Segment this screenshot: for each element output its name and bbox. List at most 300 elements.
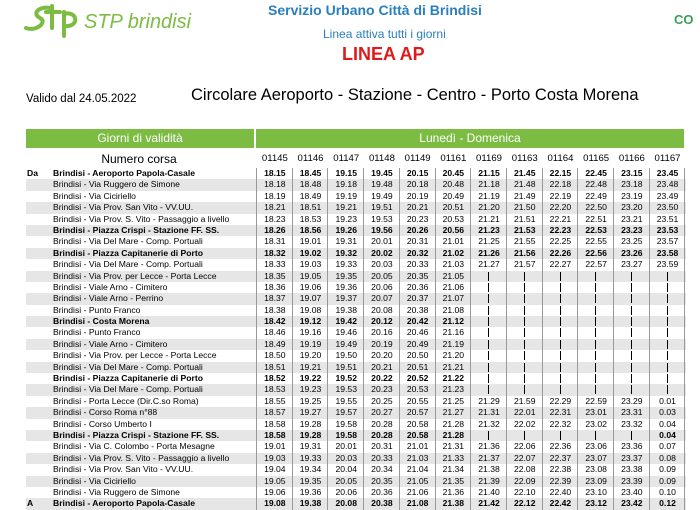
time-cell: 21.20 [442,350,465,361]
time-cell: 18.51 [264,361,286,372]
time-cell: 21.27 [478,259,500,270]
route-title: Circolare Aeroporto - Stazione - Centro - Porto Costa Morena [191,86,639,104]
time-cell: 20.05 [371,270,393,281]
time-cell: 19.03 [264,452,286,463]
time-cell: 20.03 [371,259,393,270]
table-row [26,464,686,475]
time-cell: 23.57 [656,236,679,247]
time-cell: 20.33 [371,452,393,463]
line-name: LINEA AP [342,44,425,64]
time-cell: 23.29 [621,395,643,406]
service-title: Servizio Urbano Città di Brindisi [268,2,482,18]
time-cell: 19.07 [299,293,322,304]
time-cell: 20.32 [406,247,429,258]
time-cell: 22.37 [549,452,572,463]
time-cell: 21.05 [406,475,429,486]
time-cell: 22.45 [585,168,607,178]
time-cell: 20.37 [406,293,429,304]
time-cell: 18.32 [264,247,286,258]
time-cell: 22.23 [549,224,572,235]
table-row [26,259,686,270]
time-cell: 19.38 [299,498,322,509]
column-divider [506,168,507,510]
time-cell: 21.53 [513,224,536,235]
time-cell: 19.28 [299,418,322,429]
table-row [26,282,686,293]
time-cell: 21.20 [478,202,500,213]
time-cell: 18.57 [264,407,286,418]
time-cell: 20.23 [406,213,429,224]
table-row [26,419,686,430]
time-cell: 23.26 [621,247,643,258]
run-number: 01145 [261,153,288,164]
run-number: 01147 [333,153,360,164]
time-cell: 19.19 [299,338,322,349]
time-cell: 19.23 [335,213,357,224]
time-cell: 19.19 [335,190,357,201]
time-cell: 18.37 [264,293,286,304]
run-number: 01167 [654,153,681,164]
time-cell: 22.53 [585,224,607,235]
table-row [26,476,686,487]
time-cell: 21.23 [442,384,465,395]
time-cell: 23.42 [621,498,643,509]
time-cell: 19.08 [264,498,286,509]
time-cell: 22.55 [585,236,607,247]
table-row [26,271,686,282]
time-cell: 19.21 [335,202,357,213]
time-cell: 20.38 [406,304,429,315]
time-cell: 22.38 [549,464,572,475]
time-cell: 21.49 [513,190,536,201]
time-cell: 19.01 [299,236,322,247]
time-cell: 18.58 [264,418,286,429]
column-divider [470,168,471,510]
time-cell: 20.21 [371,361,393,372]
time-cell: 21.08 [406,498,429,509]
column-divider [542,168,543,510]
time-cell: 18.23 [264,213,286,224]
column-divider [256,168,257,510]
time-cell: 21.48 [513,179,536,190]
time-cell: 19.53 [335,384,357,395]
time-cell: 19.36 [335,281,357,292]
time-cell: 20.28 [371,418,393,429]
time-cell: 0.10 [659,486,676,497]
time-cell: 23.50 [656,202,679,213]
table-row [26,373,686,384]
time-cell: 19.48 [371,179,393,190]
time-cell: 0.07 [659,441,676,452]
table-row [26,225,686,236]
time-cell: 22.49 [585,190,607,201]
time-cell: 23.19 [621,190,643,201]
time-cell: 21.29 [478,395,500,406]
validity-days-header: Giorni di validità [26,129,254,148]
time-cell: 21.01 [406,441,429,452]
time-cell: 20.52 [406,373,429,384]
time-cell: 0.09 [659,464,676,475]
time-cell: 18.49 [264,338,286,349]
time-cell: 22.39 [549,475,572,486]
time-cell: 21.37 [478,452,500,463]
time-cell: 21.19 [442,338,465,349]
time-cell: 23.18 [621,179,643,190]
stop-name: Brindisi - Costa Morena [53,316,150,327]
time-cell: 20.36 [406,281,429,292]
time-cell: 23.01 [585,407,607,418]
time-cell: 0.09 [659,475,676,486]
time-cell: 20.35 [406,270,429,281]
stop-name: Brindisi - Corso Roma n°88 [53,407,158,418]
time-cell: 21.35 [442,475,465,486]
days-range-header: Lunedì - Domenica [256,129,684,148]
time-cell: 20.15 [406,168,429,178]
stop-name: Brindisi - Corso Umberto I [53,418,152,429]
time-cell: 20.57 [406,407,429,418]
time-cell: 19.18 [335,179,357,190]
time-cell: 21.03 [406,452,429,463]
table-row [26,396,686,407]
time-cell: 20.38 [371,498,393,509]
time-cell: 20.49 [406,338,429,349]
stop-name: Brindisi - Viale Arno - Perrino [53,293,164,304]
column-divider [292,168,293,510]
time-cell: 0.08 [659,452,676,463]
time-cell: 19.20 [299,350,322,361]
table-row [26,350,686,361]
run-number: 01161 [440,153,467,164]
time-cell: 19.21 [299,361,322,372]
time-cell: 18.26 [264,224,286,235]
time-cell: 19.06 [299,281,322,292]
time-cell: 19.31 [335,236,357,247]
stop-name: Brindisi - Aeroporto Papola-Casale [53,168,195,178]
time-cell: 20.28 [371,429,393,440]
time-cell: 22.31 [549,407,572,418]
time-cell: 20.31 [406,236,429,247]
time-cell: 21.38 [442,498,465,509]
time-cell: 21.51 [513,213,536,224]
time-cell: 21.55 [513,236,536,247]
run-number: 01166 [618,153,645,164]
stop-name: Brindisi - Via C. Colombo - Porta Mesagne [53,441,215,452]
stop-name: Brindisi - Via Ruggero de Simone [53,486,180,497]
time-cell: 22.07 [513,452,536,463]
stop-name: Brindisi - Via Ciciriello [53,475,136,486]
run-number: 01149 [404,153,431,164]
timetable [26,168,686,510]
time-cell: 20.42 [406,316,429,327]
time-cell: 22.12 [513,498,536,509]
time-cell: 19.26 [335,224,357,235]
time-cell: 19.49 [335,338,357,349]
time-cell: 19.33 [299,452,322,463]
time-cell: 21.05 [442,270,465,281]
column-divider [649,168,650,510]
time-cell: 21.08 [442,304,465,315]
time-cell: 19.58 [335,418,357,429]
time-cell: 19.05 [264,475,286,486]
time-cell: 19.23 [299,384,322,395]
time-cell: 20.49 [442,190,465,201]
time-cell: 21.06 [406,486,429,497]
time-cell: 22.20 [549,202,572,213]
time-cell: 21.23 [478,224,500,235]
time-cell: 21.56 [513,247,536,258]
time-cell: 21.22 [442,373,465,384]
time-cell: 19.27 [299,407,322,418]
time-cell: 19.28 [299,429,322,440]
time-cell: 19.51 [335,361,357,372]
stop-name: Brindisi - Piazza Crispi - Stazione FF. SS. [53,224,220,235]
time-cell: 22.01 [513,407,536,418]
time-cell: 21.25 [442,395,465,406]
time-cell: 18.58 [264,429,286,440]
time-cell: 20.51 [442,202,465,213]
time-cell: 20.50 [406,350,429,361]
time-cell: 19.33 [335,259,357,270]
time-cell: 22.06 [513,441,536,452]
stop-name: Brindisi - Piazza Capitanerie di Porto [53,247,203,258]
time-cell: 20.06 [371,281,393,292]
time-cell: 19.37 [335,293,357,304]
time-cell: 18.55 [264,395,286,406]
time-cell: 21.26 [478,247,500,258]
time-cell: 21.38 [478,464,500,475]
run-number-label: Numero corsa [101,152,177,166]
stop-name: Brindisi - Via Ruggero de Simone [53,179,180,190]
stop-name: Brindisi - Punto Franco [53,327,141,338]
time-cell: 23.59 [656,259,679,270]
time-cell: 18.53 [264,384,286,395]
time-cell: 19.01 [264,441,286,452]
time-cell: 19.16 [299,327,322,338]
time-cell: 19.08 [299,304,322,315]
table-row [26,407,686,418]
table-row [26,293,686,304]
time-cell: 23.25 [621,236,643,247]
time-cell: 21.15 [478,168,500,178]
time-cell: 23.49 [656,190,679,201]
time-cell: 20.53 [406,384,429,395]
table-row [26,191,686,202]
stop-name: Brindisi - Via Ciciriello [53,190,136,201]
time-cell: 22.15 [549,168,572,178]
time-cell: 20.27 [371,407,393,418]
time-cell: 21.04 [406,464,429,475]
time-cell: 22.51 [585,213,607,224]
column-divider [684,168,685,510]
time-cell: 20.35 [371,475,393,486]
time-cell: 21.06 [442,281,465,292]
time-cell: 20.26 [406,224,429,235]
stop-name: Brindisi - Aeroporto Papola-Casale [53,498,195,509]
time-cell: 21.12 [442,316,465,327]
time-cell: 21.59 [513,395,536,406]
time-cell: 20.33 [406,259,429,270]
time-cell: 21.31 [478,407,500,418]
time-cell: 23.15 [621,168,643,178]
time-cell: 21.16 [442,327,465,338]
time-cell: 21.42 [478,498,500,509]
time-cell: 19.36 [299,486,322,497]
time-cell: 20.58 [406,429,429,440]
time-cell: 18.35 [264,270,286,281]
column-divider [613,168,614,510]
time-cell: 18.45 [299,168,322,178]
time-cell: 20.01 [335,441,357,452]
time-cell: 23.02 [585,418,607,429]
stop-name: Brindisi - Viale Arno - Cimitero [53,281,168,292]
time-cell: 19.46 [335,327,357,338]
time-cell: 23.06 [585,441,607,452]
active-days-note: Linea attiva tutti i giorni [323,27,446,41]
time-cell: 20.05 [335,475,357,486]
time-cell: 22.36 [549,441,572,452]
time-cell: 22.18 [549,179,572,190]
time-cell: 21.45 [513,168,536,178]
table-row [26,362,686,373]
time-cell: 22.09 [513,475,536,486]
time-cell: 20.08 [371,304,393,315]
time-cell: 19.51 [371,202,393,213]
time-cell: 23.31 [621,407,643,418]
time-cell: 18.38 [264,304,286,315]
time-cell: 0.03 [659,407,676,418]
time-cell: 18.56 [299,224,322,235]
time-cell: 23.27 [621,259,643,270]
time-cell: 19.06 [264,486,286,497]
table-row [26,236,686,247]
time-cell: 21.21 [478,213,500,224]
time-cell: 0.01 [659,395,676,406]
time-cell: 22.42 [549,498,572,509]
valid-from: Valido dal 24.05.2022 [26,93,137,105]
time-cell: 22.48 [585,179,607,190]
column-divider [435,168,436,510]
time-cell: 20.36 [371,486,393,497]
time-cell: 20.51 [406,361,429,372]
time-cell: 23.23 [621,224,643,235]
time-cell: 18.21 [264,202,286,213]
table-row [26,430,686,441]
time-cell: 18.18 [264,179,286,190]
time-cell: 19.03 [299,259,322,270]
stop-name: Brindisi - Viale Arno - Cimitero [53,338,168,349]
time-cell: 19.35 [299,475,322,486]
direction-marker: A [27,498,34,509]
stop-name: Brindisi - Via Prov. S. Vito - Passaggio a livello [53,213,230,224]
time-cell: 19.25 [299,395,322,406]
time-cell: 19.02 [299,247,322,258]
time-cell: 18.52 [264,373,286,384]
table-row [26,327,686,338]
time-cell: 19.35 [335,270,357,281]
stop-name: Brindisi - Piazza Crispi - Stazione FF. SS. [53,429,220,440]
time-cell: 18.46 [264,327,286,338]
time-cell: 21.32 [478,418,500,429]
time-cell: 21.01 [442,236,465,247]
time-cell: 20.20 [371,350,393,361]
time-cell: 19.05 [299,270,322,281]
time-cell: 20.53 [442,213,465,224]
stop-name: Brindisi - Via Prov. S. Vito - Passaggio a livello [53,452,230,463]
time-cell: 23.58 [656,247,679,258]
time-cell: 18.50 [264,350,286,361]
time-cell: 19.04 [264,464,286,475]
run-number: 01148 [368,153,395,164]
table-row [26,498,686,509]
time-cell: 23.07 [585,452,607,463]
partner-logo-fragment: CO [674,12,694,27]
time-cell: 20.21 [406,202,429,213]
time-cell: 0.12 [659,498,676,509]
time-cell: 20.46 [406,327,429,338]
time-cell: 22.21 [549,213,572,224]
time-cell: 21.40 [478,486,500,497]
time-cell: 20.02 [371,247,393,258]
time-cell: 18.49 [299,190,322,201]
time-cell: 21.36 [478,441,500,452]
direction-marker: Da [27,168,38,178]
stop-name: Brindisi - Punto Franco [53,304,141,315]
time-cell: 23.45 [656,168,679,178]
time-cell: 21.31 [442,441,465,452]
time-cell: 18.19 [264,190,286,201]
time-cell: 23.53 [656,224,679,235]
time-cell: 23.09 [585,475,607,486]
time-cell: 18.53 [299,213,322,224]
time-cell: 22.40 [549,486,572,497]
time-cell: 21.50 [513,202,536,213]
time-cell: 21.28 [442,418,465,429]
time-cell: 19.52 [335,373,357,384]
time-cell: 23.51 [656,213,679,224]
time-cell: 21.33 [442,452,465,463]
run-number: 01165 [583,153,610,164]
time-cell: 21.25 [478,236,500,247]
table-row [26,248,686,259]
time-cell: 21.34 [442,464,465,475]
time-cell: 18.15 [264,168,286,178]
time-cell: 22.25 [549,236,572,247]
stop-name: Brindisi - Via Del Mare - Comp. Portuali [53,361,203,372]
time-cell: 18.48 [299,179,322,190]
time-cell: 20.16 [371,327,393,338]
time-cell: 20.31 [371,441,393,452]
time-cell: 20.18 [406,179,429,190]
time-cell: 19.15 [335,168,357,178]
time-cell: 20.48 [442,179,465,190]
run-number: 01163 [511,153,538,164]
time-cell: 20.03 [335,452,357,463]
time-cell: 22.27 [549,259,572,270]
time-cell: 20.23 [371,384,393,395]
table-row [26,202,686,213]
time-cell: 23.38 [621,464,643,475]
stop-name: Brindisi - Via Del Mare - Comp. Portuali [53,259,203,270]
time-cell: 20.06 [335,486,357,497]
time-cell: 21.28 [442,429,465,440]
time-cell: 19.57 [335,407,357,418]
table-row [26,179,686,190]
stp-brindisi-logo [22,2,192,38]
time-cell: 19.53 [371,213,393,224]
time-cell: 22.10 [513,486,536,497]
time-cell: 22.32 [549,418,572,429]
time-cell: 18.42 [264,316,286,327]
